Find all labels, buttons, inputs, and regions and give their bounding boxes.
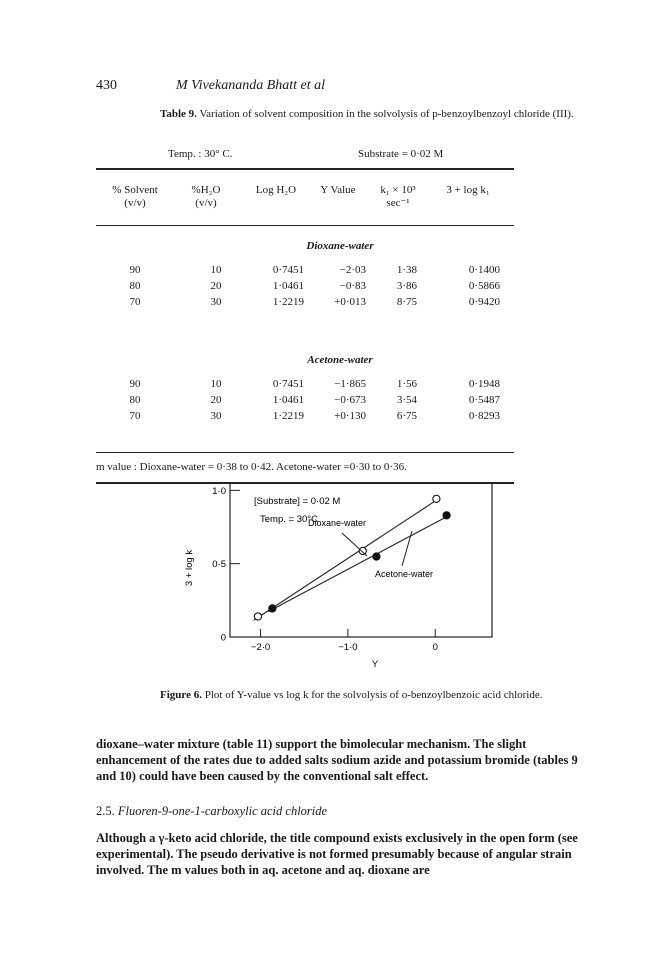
running-head-authors: M Vivekananda Bhatt et al: [176, 78, 326, 93]
table-cell: 0·5487: [468, 394, 500, 406]
table-cell: 3·54: [396, 394, 417, 406]
x-tick-label: −1·0: [338, 642, 358, 653]
th-solvent: % Solvent (v/v): [112, 184, 158, 209]
table-cell: 3·86: [396, 280, 417, 292]
x-tick-label: −2·0: [250, 642, 271, 653]
table-bottom-rule: [96, 452, 514, 453]
table-cell: 20: [210, 394, 222, 406]
table-cell: 1·0461: [272, 280, 304, 292]
th-water: %H₂O (v/v): [191, 184, 221, 209]
table-cell: +0·013: [334, 296, 366, 308]
table-cell: 90: [129, 264, 141, 276]
series-line-acetone-water: [268, 516, 448, 612]
acetone-pointer-line: [402, 531, 412, 566]
table-cell: −0·673: [334, 394, 366, 406]
figure-caption: [160, 689, 580, 702]
table-cell: 8·75: [396, 296, 417, 308]
table-cell: 10: [210, 264, 222, 276]
table-cell: 0·1400: [468, 264, 500, 276]
figure-caption-label: Figure 6.: [160, 689, 202, 701]
table-cell: 70: [129, 410, 141, 422]
section-title: Fluoren-9-one-1-carboxylic acid chloride: [117, 804, 328, 818]
acetone-water-point: [269, 605, 276, 612]
substrate-annotation: [Substrate] = 0·02 M: [254, 496, 341, 507]
table-cell: 0·9420: [468, 296, 500, 308]
table-cell: 90: [129, 378, 141, 390]
table-cell: 1·2219: [272, 296, 304, 308]
x-tick-label: 0: [432, 642, 438, 653]
table-cell: −2·03: [339, 264, 366, 276]
table-caption-text: Variation of solvent composition in the solvolysis of p-benzoylbenzoyl chloride (III).: [199, 108, 574, 120]
section-number: 2.5.: [96, 804, 115, 818]
th-rate-constant: k₁ × 10³ sec⁻¹: [380, 184, 416, 209]
table-cell: 0·5866: [468, 280, 500, 292]
chart-annotations: [254, 496, 433, 579]
table-cell: −0·83: [339, 280, 366, 292]
table-cell: 30: [210, 410, 222, 422]
m-value-note: m value : Dioxane-water = 0·38 to 0·42. Acetone-water =0·30 to 0·36.: [96, 461, 407, 473]
acetone-water-label: Acetone-water: [375, 569, 434, 579]
table-cell: 1·56: [396, 378, 417, 390]
acetone-water-point: [373, 553, 380, 560]
table-cell: −1·865: [334, 378, 366, 390]
table-cell: 30: [210, 296, 222, 308]
th-y-value: Y Value: [320, 184, 356, 196]
dioxane-water-point: [254, 613, 261, 620]
dioxane-pointer-line: [342, 533, 367, 556]
table-cell: 0·7451: [272, 378, 304, 390]
table-caption: [160, 108, 580, 121]
section-heading: [96, 804, 327, 819]
table-caption-label: Table 9.: [160, 108, 197, 120]
dioxane-water-point: [433, 495, 440, 502]
acetone-water-point: [443, 512, 450, 519]
temperature-annotation: Temp. = 30°C: [260, 514, 318, 525]
table-header-rule: [96, 225, 514, 226]
body-paragraph-1: dioxane–water mixture (table 11) support the bimolecular mechanism. The slight enhancement of the rates due to added salts sodium azide and potassium bromide (tables 9 and 10) could have been caused by the conventional salt effect.: [96, 737, 578, 783]
table-cell: 1·38: [396, 264, 417, 276]
table-substrate: Substrate = 0·02 M: [358, 148, 444, 160]
section-title-dioxane: Dioxane-water: [306, 240, 374, 252]
table-top-rule: [96, 168, 514, 170]
figure-caption-text: Plot of Y-value vs log k for the solvolysis of o-benzoylbenzoic acid chloride.: [204, 689, 543, 701]
table-cell: 6·75: [396, 410, 417, 422]
x-axis-label: Y: [371, 659, 379, 670]
dioxane-water-point: [359, 547, 366, 554]
page-number: 430: [96, 78, 117, 93]
y-tick-label: 0: [220, 632, 226, 644]
table-cell: +0·130: [334, 410, 366, 422]
table-cell: 10: [210, 378, 222, 390]
table-cell: 0·8293: [468, 410, 500, 422]
dioxane-water-label: Dioxane-water: [308, 518, 367, 528]
table-cell: 80: [129, 280, 141, 292]
y-axis-label: 3 + log k: [184, 549, 195, 587]
y-tick-label: 0·5: [212, 559, 226, 571]
th-log-water: Log H₂O: [255, 184, 297, 196]
table-cell: 0·1948: [468, 378, 500, 390]
th-log-k: 3 + log k₁: [446, 184, 490, 196]
table-cell: 80: [129, 394, 141, 406]
table-cell: 70: [129, 296, 141, 308]
table-cell: 0·7451: [272, 264, 304, 276]
figure-6-chart: [170, 475, 510, 685]
table-cell: 1·0461: [272, 394, 304, 406]
section-title-acetone: Acetone-water: [307, 354, 373, 366]
y-tick-label: 1·0: [212, 485, 226, 497]
body-paragraph-2: Although a γ-keto acid chloride, the title compound exists exclusively in the open form (see experimental). The pseudo derivative is not formed presumably because of angular strain involved. The m values both in aq. acetone and aq. dioxane are: [96, 831, 578, 877]
table-cell: 1·2219: [272, 410, 304, 422]
table-cell: 20: [210, 280, 222, 292]
table-temperature: Temp. : 30° C.: [168, 148, 233, 160]
